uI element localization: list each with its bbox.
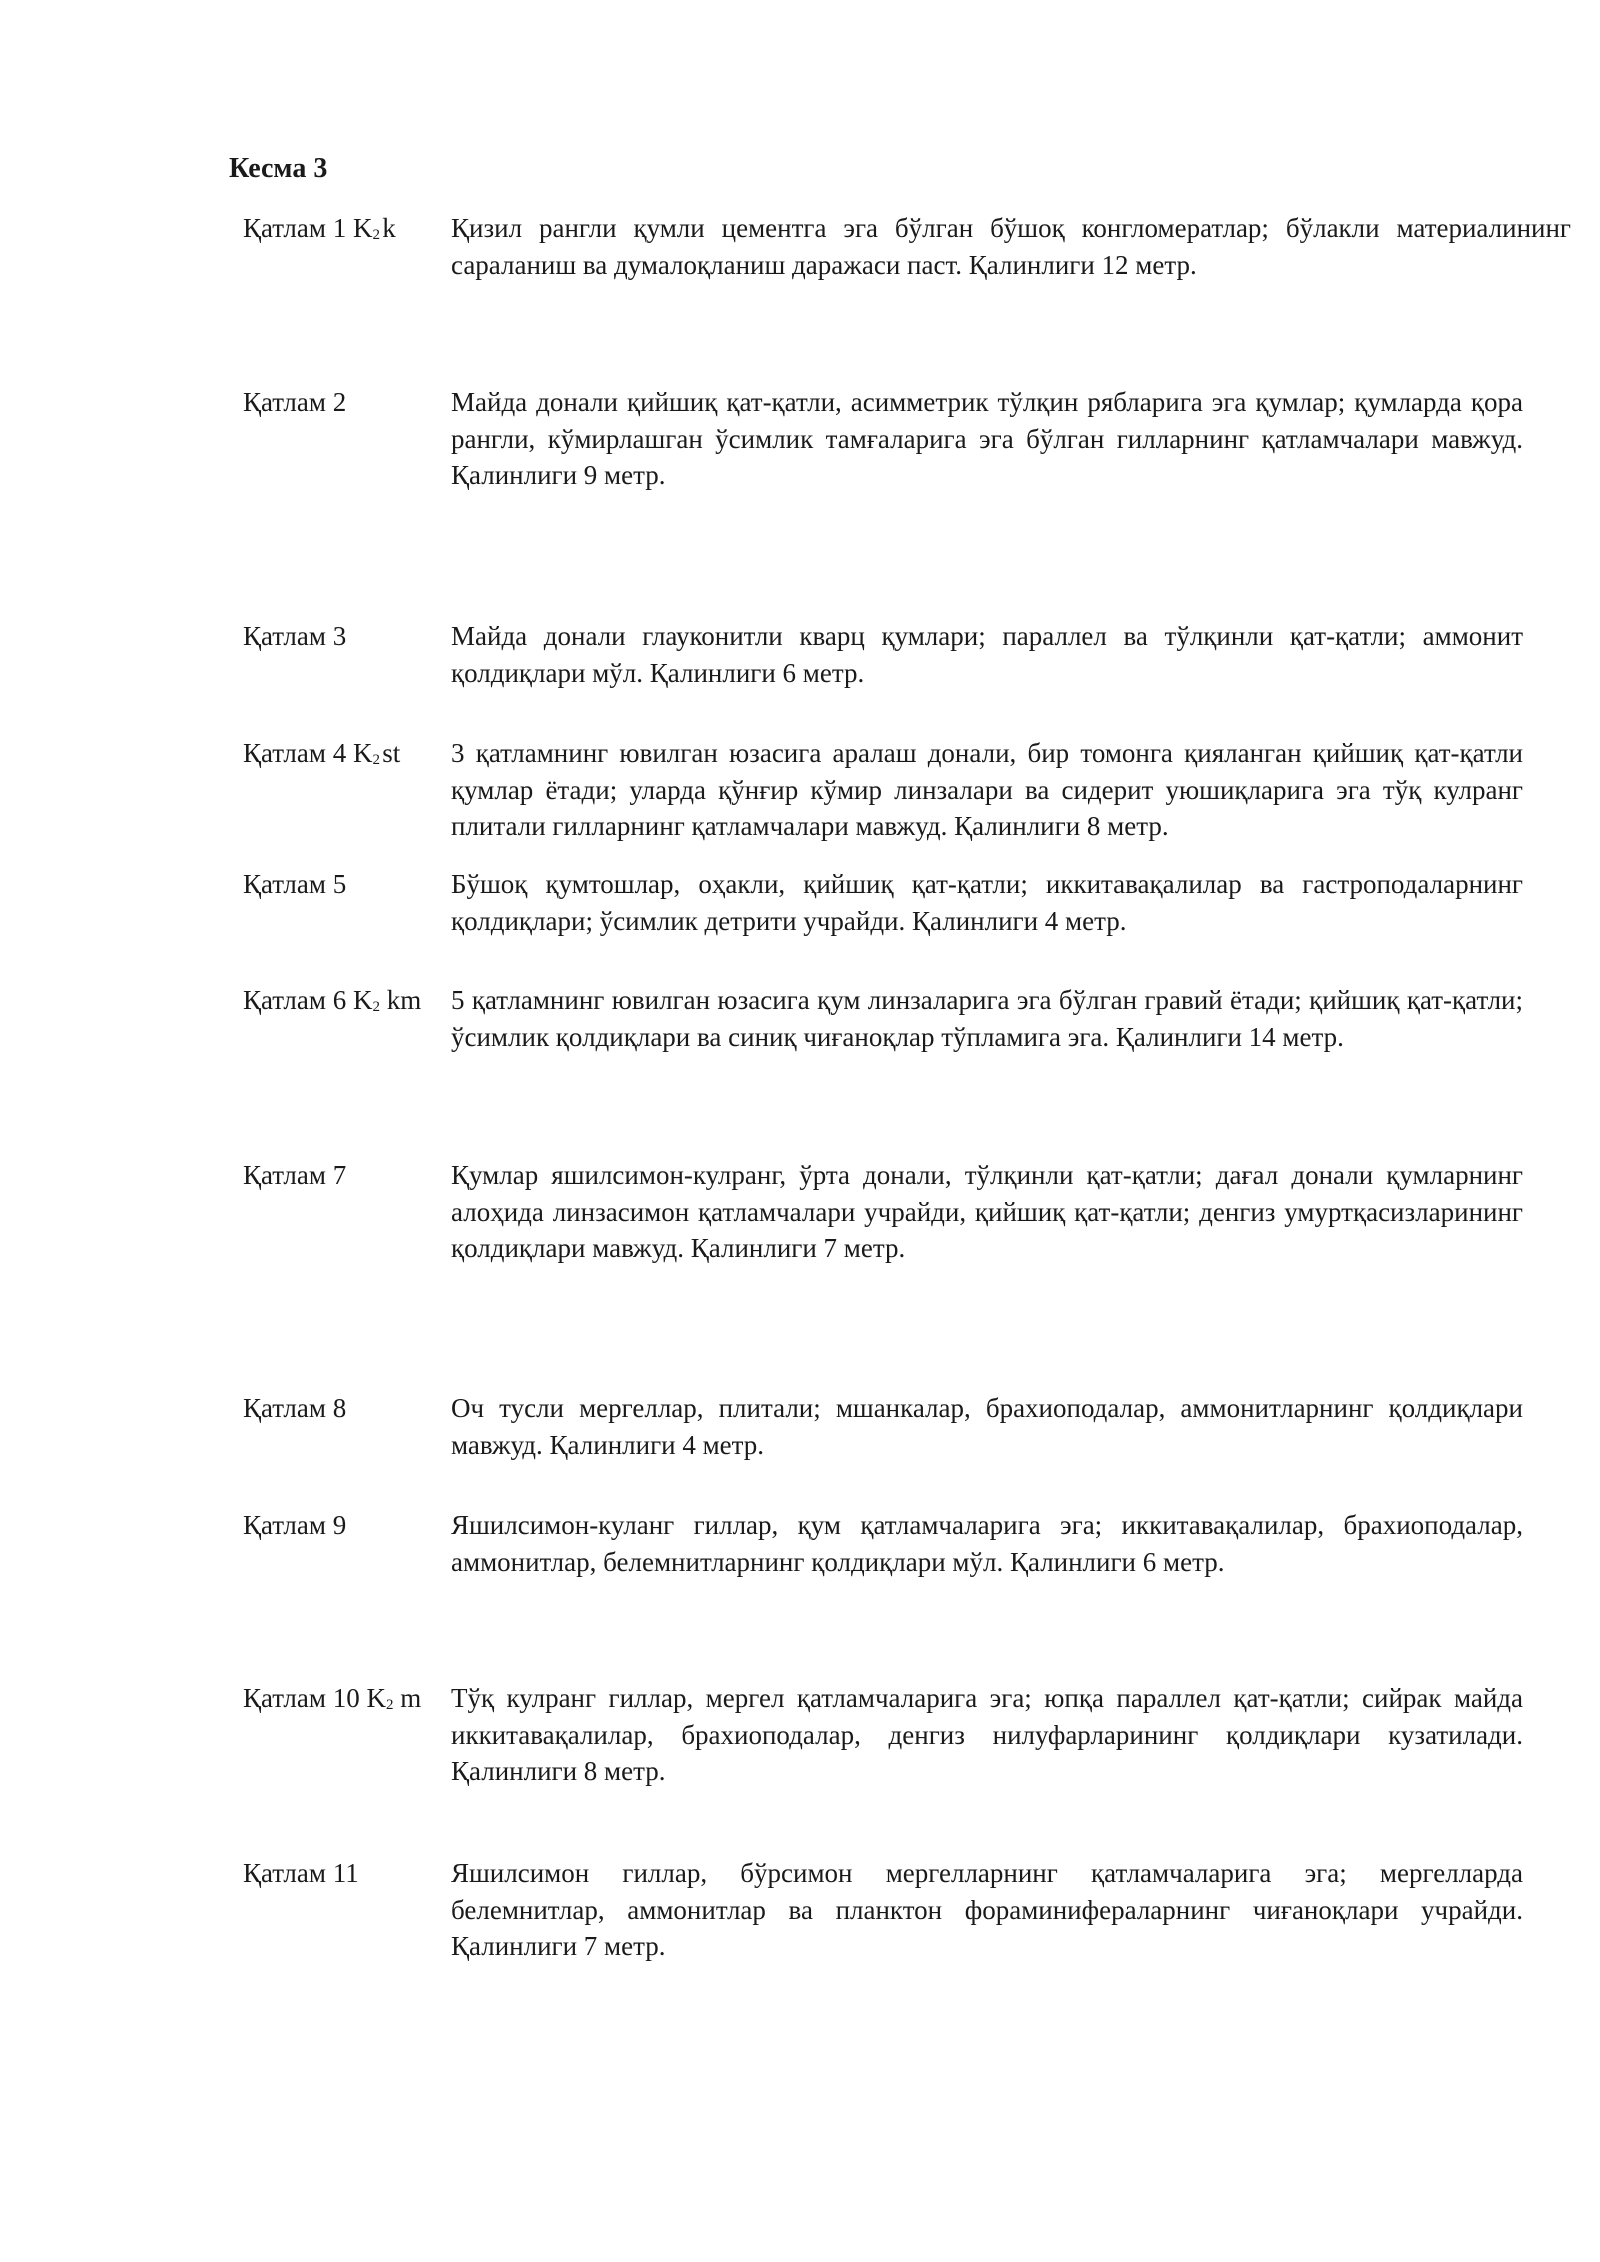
layer-row: [243, 1680, 1523, 1790]
stratigraphic-index: K2 k: [352, 213, 396, 243]
layer-description: 3 қатламнинг ювилган юзасига аралаш донали, бир томонга қияланган қийшиқ қат-қатли қумлар ётади; уларда қўнғир кўмир линзалари ва сидерит уюшиқларига эга тўқ кулранг плитали гилларнинг қатламчалари мавжуд. Қалинлиги 8 метр.: [451, 738, 1523, 841]
layer-label: [243, 866, 433, 939]
layer-label: [243, 210, 433, 283]
layer-description: 5 қатламнинг ювилган юзасига қум линзаларига эга бўлган гравий ётади; қийшиқ қат-қатли; ўсимлик қолдиқлари ва синиқ чиғаноқлар тўпламига эга. Қалинлиги 14 метр.: [451, 985, 1523, 1052]
layer-description: Тўқ кулранг гиллар, мергел қатламчаларига эга; юпқа параллел қат-қатли; сийрак майда иккитавақалилар, брахиоподалар, денгиз нилуфарларининг қолдиқлари кузатилади. Қалинлиги 8 метр.: [451, 1683, 1523, 1786]
layer-description: Қумлар яшилсимон-кулранг, ўрта донали, тўлқинли қат-қатли; дағал донали қумларнинг алоҳида линзасимон қатламчалари учрайди, қийшиқ қат-қатли; денгиз умуртқасизларининг қолдиқлари мавжуд. Қалинлиги 7 метр.: [451, 1160, 1523, 1263]
layer-row: [243, 1855, 1523, 1965]
layer-row: [243, 1390, 1523, 1463]
layer-name: Қатлам 7: [243, 1160, 347, 1190]
layer-name: Қатлам 3: [243, 621, 347, 651]
layer-label: [243, 1507, 433, 1580]
layer-name: Қатлам 1: [243, 213, 347, 243]
layer-name: Қатлам 5: [243, 869, 347, 899]
layer-name: Қатлам 4: [243, 738, 347, 768]
layer-row: [243, 384, 1523, 494]
layer-row: [243, 982, 1523, 1055]
stratigraphic-index: K2 m: [366, 1683, 422, 1713]
layer-name: Қатлам 2: [243, 387, 347, 417]
layer-row: [243, 618, 1523, 691]
layer-label: [243, 1855, 433, 1965]
layer-row: [243, 866, 1523, 939]
layer-row: [243, 1157, 1523, 1267]
layer-description: Майда донали глауконитли кварц қумлари; параллел ва тўлқинли қат-қатли; аммонит қолдиқлари мўл. Қалинлиги 6 метр.: [451, 621, 1523, 688]
stratigraphic-index: K2 km: [352, 985, 422, 1015]
layer-label: [243, 1390, 433, 1463]
layer-name: Қатлам 6: [243, 985, 347, 1015]
section-heading: Кесма 3: [229, 153, 328, 184]
layer-row: [243, 735, 1523, 845]
layer-label: [243, 735, 433, 845]
layer-label: [243, 982, 433, 1055]
layer-description: Бўшоқ қумтошлар, оҳакли, қийшиқ қат-қатли; иккитавақалилар ва гастроподаларнинг қолдиқлари; ўсимлик детрити учрайди. Қалинлиги 4 метр.: [451, 869, 1523, 936]
layer-label: [243, 1157, 433, 1267]
layer-name: Қатлам 8: [243, 1393, 347, 1423]
layer-description: Яшилсимон гиллар, бўрсимон мергелларнинг қатламчаларига эга; мергелларда белемнитлар, аммонитлар ва планктон фораминифераларнинг чиғаноқлари учрайди. Қалинлиги 7 метр.: [451, 1858, 1523, 1961]
layer-name: Қатлам 9: [243, 1510, 347, 1540]
layer-name: Қатлам 11: [243, 1858, 359, 1888]
layer-row: [243, 210, 1571, 283]
layer-name: Қатлам 10: [243, 1683, 360, 1713]
layer-description: Қизил рангли қумли цементга эга бўлган бўшоқ конгломератлар; бўлакли материалининг сараланиш ва думалоқланиш даражаси паст. Қалинлиги 12 метр.: [451, 213, 1571, 280]
layer-row: [243, 1507, 1523, 1580]
layer-label: [243, 1680, 433, 1790]
layer-label: [243, 384, 433, 494]
layer-description: Майда донали қийшиқ қат-қатли, асимметрик тўлқин рябларига эга қумлар; қумларда қора рангли, кўмирлашган ўсимлик тамғаларига эга бўлган гилларнинг қатламчалари мавжуд. Қалинлиги 9 метр.: [451, 387, 1523, 490]
stratigraphic-index: K2 st: [352, 738, 401, 768]
layer-label: [243, 618, 433, 691]
layer-description: Оч тусли мергеллар, плитали; мшанкалар, брахиоподалар, аммонитларнинг қолдиқлари мавжуд. Қалинлиги 4 метр.: [451, 1393, 1523, 1460]
layer-description: Яшилсимон-куланг гиллар, қум қатламчаларига эга; иккитавақалилар, брахиоподалар, аммонитлар, белемнитларнинг қолдиқлари мўл. Қалинлиги 6 метр.: [451, 1510, 1523, 1577]
